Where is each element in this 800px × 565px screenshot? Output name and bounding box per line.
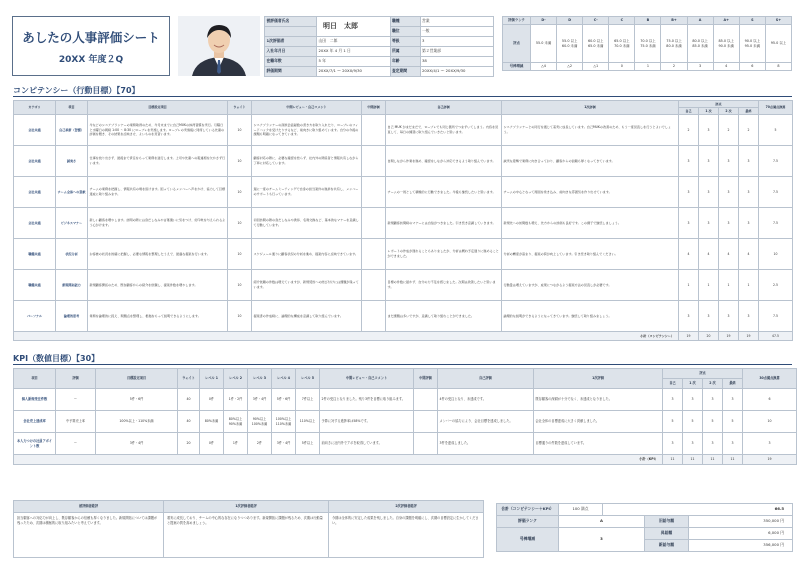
- row-category: 全社共通: [14, 176, 56, 207]
- rank-grade-cell: 1: [635, 63, 661, 71]
- kpi-header-weight: ウェイト: [178, 369, 200, 389]
- kpi-row-eval: 中予算売上率: [56, 411, 96, 433]
- salary-raise-value: 6,000 円: [689, 528, 793, 540]
- row-mid-review: 初回訪問の際の身だしなみや挨拶、名刺交換など、基本的なマナーを意識して行動しています。: [252, 207, 362, 238]
- row-category: 全社共通: [14, 145, 56, 176]
- rank-header-cell: B+: [661, 17, 687, 25]
- header-score-second: 2 次: [719, 107, 739, 114]
- kpi-row-mid: 予算に対する進捗率は58%です。: [320, 411, 414, 433]
- self-summary-header: 被評価者総評: [14, 501, 164, 513]
- row-item: 新規開拓能力: [56, 269, 88, 300]
- rank-header-cell: A+: [713, 17, 739, 25]
- salary-new-value: 356,000 円: [689, 540, 793, 552]
- competency-table: [13, 100, 793, 341]
- kpi-row-self-eval: 4件の受注となり、未達成です。: [438, 389, 534, 411]
- row-weight: 10: [228, 114, 252, 145]
- competency-section-rule: [13, 96, 792, 97]
- position-label: 職位: [390, 27, 420, 37]
- row-goal: 仕事を放り出さず、最後まで責任をもって業務を遂行します。上司や先輩への報連相を欠かさず行います。: [88, 145, 228, 176]
- kpi-row-score-self: 5: [663, 411, 683, 433]
- rank-grade-cell: △2: [557, 63, 583, 71]
- row-score-self: 3: [679, 207, 699, 238]
- row-score-self: 2: [679, 114, 699, 145]
- rank-grade-cell: 4: [713, 63, 739, 71]
- rank-score-cell: 55.0 以上 60.0 未満: [557, 25, 583, 63]
- kpi-row-level1: 0件: [200, 433, 224, 455]
- kpi-header-level5: レベル 5: [296, 369, 320, 389]
- table-row: [14, 269, 793, 300]
- row-self-eval: 新規顧客訪問時のマナーには自信がつきました。引き続き意識していきます。: [386, 207, 502, 238]
- first-summary-text: 着実に成長しており、チームの中心的な存在になりつつあります。新規開拓に課題が残るため、次期は行動量と提案の質を高めましょう。: [164, 513, 329, 558]
- row-score-first: 3: [699, 114, 719, 145]
- kpi-row-score-self: 3: [663, 433, 683, 455]
- kpi-table: [13, 368, 797, 465]
- row-score-final: 3: [739, 300, 759, 331]
- row-points: 10: [759, 238, 793, 269]
- kpi-row-level1: 80%未満: [200, 411, 224, 433]
- rank-header-cell: C: [609, 17, 635, 25]
- rank-score-cell: 70.0 以上 75.0 未満: [635, 25, 661, 63]
- kpi-header-score: 評点: [663, 369, 743, 379]
- row-goal: 今などのシニアプランナーの業務取得のため、今月末までに自己MUKの体得習慣を実行。月曜日と水曜日の朝時 1:00 ～ 8:30 にローブレを実施します。ロープレの実施後に同席している先輩の評価を聞き、その結果を反映させ、よいものを見習います。: [88, 114, 228, 145]
- hire-date-value: 20XX 年 4 月 1 日: [317, 47, 391, 57]
- kpi-row-level1: 0件: [200, 389, 224, 411]
- row-score-final: 2: [739, 114, 759, 145]
- header-points: 70点満点換算: [759, 101, 793, 115]
- department-value: 第２営業部: [420, 47, 494, 57]
- row-score-final: 1: [739, 269, 759, 300]
- kpi-row-item: 会社売上達成率: [14, 411, 56, 433]
- salary-old-value: 350,000 円: [689, 516, 793, 528]
- subtotal-first: 20: [699, 331, 719, 340]
- row-mid-review: 週に一度のチームミーティングで自身の担当案件の進捗を共有し、メンバーのサポートも行っています。: [252, 176, 362, 207]
- kpi-row-weight: 40: [178, 411, 200, 433]
- row-score-self: 3: [679, 145, 699, 176]
- rank-header-cell: S: [739, 17, 765, 25]
- eval-period-label: 評価期間: [265, 67, 317, 77]
- kpi-row-goal: 3件・4件: [96, 433, 178, 455]
- total-result-table: [496, 503, 793, 552]
- kpi-header-first-eval: 1次評価: [534, 369, 663, 389]
- employee-info-table: [264, 16, 494, 77]
- row-score-final: 4: [739, 238, 759, 269]
- kpi-row-points: 10: [743, 411, 797, 433]
- row-points: 5: [759, 114, 793, 145]
- kpi-row-level4: 3件・4件: [272, 433, 296, 455]
- row-mid-eval: [362, 238, 386, 269]
- kpi-row-item: 本人力つけの社員アポイント数: [14, 433, 56, 455]
- total-grade-label: 号棒増減: [497, 528, 559, 552]
- kpi-row-score-final: 3: [723, 389, 743, 411]
- header-score-final: 最終: [739, 107, 759, 114]
- kpi-row-level3: 3件・4件: [248, 389, 272, 411]
- subtotal-second: 19: [719, 331, 739, 340]
- row-score-first: 3: [699, 145, 719, 176]
- sheet-period: 20XX 年度２Q: [58, 54, 124, 65]
- row-self-eval: まだ課題は多いですが、意識して取り組むことができました。: [386, 300, 502, 331]
- header-self-eval: 自己評価: [386, 101, 502, 115]
- rank-header-cell: D-: [531, 17, 557, 25]
- row-weight: 10: [228, 207, 252, 238]
- kpi-row-score-self: 3: [663, 389, 683, 411]
- row-weight: 10: [228, 176, 252, 207]
- row-first-eval: 論理的な説明ができるようになってきています。継続して取り組みましょう。: [502, 300, 679, 331]
- kpi-row-level2: 80%以上 90%未満: [224, 411, 248, 433]
- row-mid-review: 顧客対応の際に、必要な確認を怠らず、社内外の関係者と情報共有しながら丁寧に対応しています。: [252, 145, 362, 176]
- rank-grade-cell: 6: [739, 63, 765, 71]
- kpi-row-score-final: 3: [723, 433, 743, 455]
- kpi-row-mid-eval: [414, 389, 438, 411]
- subtotal-self: 19: [679, 331, 699, 340]
- row-score-self: 4: [679, 238, 699, 269]
- rank-score-cell: 65.0 以上 70.0 未満: [609, 25, 635, 63]
- row-item: 自己革新（習慣）: [56, 114, 88, 145]
- kpi-row-self-eval: メンバーの協力により、会社目標を達成しました。: [438, 411, 534, 433]
- header-category: カテゴリ: [14, 101, 56, 115]
- header-mid-review: 中間レビュー・自己コメント: [252, 101, 362, 115]
- header-score: 評点: [679, 101, 759, 108]
- rank-header-cell: C-: [583, 17, 609, 25]
- row-category: パーソナル: [14, 300, 56, 331]
- row-goal: 業務を論理的に捉え、問題点を整理し、根拠をもって説明できるようにします。: [88, 300, 228, 331]
- row-mid-review: シニアプランナーの商談会話録数の書き方を取り入れたり、ロープレのフィードバックを受けたりするなど、前向きに取り組めています。自分の今後の課題も明確になってきています。: [252, 114, 362, 145]
- sheet-title: あしたの人事評価シート: [22, 29, 160, 45]
- kpi-subtotal-first: 11: [683, 455, 703, 465]
- row-score-first: 3: [699, 300, 719, 331]
- row-score-final: 3: [739, 207, 759, 238]
- kpi-row-first-eval: 目標通りの件数を達成しています。: [534, 433, 663, 455]
- row-score-self: 3: [679, 300, 699, 331]
- rank-score-cell: 95.0 以上: [765, 25, 791, 63]
- name-label-blank: [265, 27, 317, 37]
- row-score-second: 3: [719, 300, 739, 331]
- age-label: 年齢: [390, 57, 420, 67]
- table-row: [14, 176, 793, 207]
- row-mid-review: スケジュール通りに顧客状況の分析を進め、提案内容に反映できています。: [252, 238, 362, 269]
- row-score-self: 3: [679, 176, 699, 207]
- kpi-header-score-first: 1 次: [683, 379, 703, 389]
- name-label: 被評価者氏名: [265, 17, 317, 27]
- subtotal-final: 19: [739, 331, 759, 340]
- row-score-second: 4: [719, 238, 739, 269]
- kpi-row-self-eval: 3件を達成しました。: [438, 433, 534, 455]
- rank-grade-cell: 0: [609, 63, 635, 71]
- table-row: [14, 433, 797, 455]
- kpi-subtotal-self: 11: [663, 455, 683, 465]
- header-score-first: 1 次: [699, 107, 719, 114]
- row-weight: 10: [228, 269, 252, 300]
- assess-period-value: 20XX/4/1 ～ 20XX/9/30: [420, 67, 494, 77]
- row-mid-eval: [362, 269, 386, 300]
- row-mid-eval: [362, 114, 386, 145]
- kpi-row-mid-eval: [414, 411, 438, 433]
- kpi-header-goal: 目標設定項目: [96, 369, 178, 389]
- kpi-row-score-final: 5: [723, 411, 743, 433]
- kpi-row-score-first: 3: [683, 389, 703, 411]
- row-first-eval: 分析の精度が高まり、提案の質が向上しています。引き続き取り組んでください。: [502, 238, 679, 269]
- total-rank-label: 評価ランク: [497, 516, 559, 528]
- kpi-header-score-second: 2 次: [703, 379, 723, 389]
- rank-score-cell: 90.0 以上 95.0 未満: [739, 25, 765, 63]
- kpi-row-weight: 40: [178, 389, 200, 411]
- kpi-header-level2: レベル 2: [224, 369, 248, 389]
- row-score-first: 4: [699, 238, 719, 269]
- rank-header-label: 評価ランク: [503, 17, 531, 25]
- kpi-header-item: 項目: [14, 369, 56, 389]
- total-grade-value: 3: [559, 528, 645, 552]
- row-goal: 新しい顧客を増やします。訪問の際には身だしなみや言葉遣いに気をつけ、好印象を与えられるよう心がけます。: [88, 207, 228, 238]
- total-max-label: 100 満点: [559, 504, 603, 516]
- kpi-row-score-first: 3: [683, 433, 703, 455]
- second-summary-text: 今期は全体的に安定した成果を残しました。自身の課題を明確にし、次期の目標設定に生かしてください。: [329, 513, 484, 558]
- grade-label: 等級: [390, 37, 420, 47]
- first-summary-header: 1次評価者総評: [164, 501, 329, 513]
- table-row: [14, 238, 793, 269]
- row-self-eval: レポートの作成が遅れることもありましたが、分析は概ね予定通りに進めることができました。: [386, 238, 502, 269]
- rank-grade-cell: △4: [531, 63, 557, 71]
- rank-grade-cell: △1: [583, 63, 609, 71]
- kpi-row-goal: 5件・6件: [96, 389, 178, 411]
- tenure-value: 5 年: [317, 57, 391, 67]
- row-score-second: 1: [719, 269, 739, 300]
- table-row: [14, 145, 793, 176]
- row-first-eval: チームの中心となって周囲を巻き込み、前向きな雰囲気を作り出せています。: [502, 176, 679, 207]
- row-first-eval: 行動量は増えていますが、成果につながるよう提案方法の見直しが必要です。: [502, 269, 679, 300]
- row-category: 全社共通: [14, 207, 56, 238]
- header-goal: 目標設定項目: [88, 101, 228, 115]
- kpi-row-goal: 100%以上・110%未満: [96, 411, 178, 433]
- hire-date-label: 入社年月日: [265, 47, 317, 57]
- kpi-header-score-final: 最終: [723, 379, 743, 389]
- rank-grade-label: 号棒増減: [503, 63, 531, 71]
- row-mid-eval: [362, 300, 386, 331]
- job-type-value: 営業: [420, 17, 494, 27]
- rank-score-cell: 60.0 以上 65.0 未満: [583, 25, 609, 63]
- sheet-title-box: [12, 16, 170, 76]
- kpi-section-title: KPI（数値目標）【30】: [13, 354, 100, 363]
- table-row: [14, 300, 793, 331]
- kpi-subtotal-label: 小計（KPI）: [14, 455, 663, 465]
- kpi-row-score-second: 3: [703, 389, 723, 411]
- row-score-first: 3: [699, 207, 719, 238]
- row-score-second: 3: [719, 207, 739, 238]
- kpi-row-mid: 2件の受注となりました。残り3件を目標に取り組みます。: [320, 389, 414, 411]
- rank-grade-cell: 2: [661, 63, 687, 71]
- job-type-label: 職種: [390, 17, 420, 27]
- competency-section-title: コンピテンシー（行動目標）【70】: [13, 86, 140, 95]
- row-self-eval: 自己 MUK がまだまだで、ロープレでも同じ箇所でつまずいてしまう。内容を見直して、毎日の練習に取り組んでいきたいと思います。: [386, 114, 502, 145]
- kpi-header-level4: レベル 4: [272, 369, 296, 389]
- rank-score-cell: 85.0 以上 90.0 未満: [713, 25, 739, 63]
- row-category: 職種共通: [14, 269, 56, 300]
- table-row: [14, 411, 797, 433]
- tenure-label: 在籍年数: [265, 57, 317, 67]
- row-score-final: 3: [739, 145, 759, 176]
- evaluator-label: 1次評価者: [265, 37, 317, 47]
- rank-score-cell: 80.0 以上 85.0 未満: [687, 25, 713, 63]
- kpi-row-weight: 20: [178, 433, 200, 455]
- header-weight: ウェイト: [228, 101, 252, 115]
- row-score-first: 3: [699, 176, 719, 207]
- subtotal-points: 47.5: [759, 331, 793, 340]
- kpi-subtotal-final: 11: [723, 455, 743, 465]
- kpi-row-eval: ー: [56, 433, 96, 455]
- employee-name: 明日 太郎: [317, 17, 391, 37]
- salary-raise-label: 昇給額: [645, 528, 689, 540]
- kpi-row-eval: ー: [56, 389, 96, 411]
- row-weight: 10: [228, 145, 252, 176]
- salary-new-label: 新給与額: [645, 540, 689, 552]
- age-value: 38: [420, 57, 494, 67]
- kpi-row-item: 個人新規受注件数: [14, 389, 56, 411]
- kpi-header-points: 30点満点換算: [743, 369, 797, 389]
- rank-score-cell: 75.0 以上 80.0 未満: [661, 25, 687, 63]
- total-sum-value: 66.5: [603, 504, 793, 516]
- header-mid-eval: 中間評価: [362, 101, 386, 115]
- kpi-row-score-second: 5: [703, 411, 723, 433]
- row-item: 論理的思考: [56, 300, 88, 331]
- row-score-final: 3: [739, 176, 759, 207]
- kpi-row-level2: 1件・2件: [224, 389, 248, 411]
- kpi-row-first-eval: 既存顧客の深耕が十分でなく、未達成となりました。: [534, 389, 663, 411]
- kpi-section-rule: [13, 364, 792, 365]
- kpi-header-self-eval: 自己評価: [438, 369, 534, 389]
- kpi-row-level5: 7件以上: [296, 389, 320, 411]
- row-first-eval: 新規先への訪問数も増え、先方からの評価も良好です。この調子で継続しましょう。: [502, 207, 679, 238]
- row-score-self: 1: [679, 269, 699, 300]
- kpi-row-level3: 90%以上 100%未満: [248, 411, 272, 433]
- table-row: [14, 207, 793, 238]
- row-mid-review: 紹介依頼の件数は増えていますが、新規契約への結び付けには課題が残っています。: [252, 269, 362, 300]
- table-row: [14, 389, 797, 411]
- row-first-eval: シニアプランナーとの同行を通じて着実に成長しています。自己MUKの改善のため、もう一度見直しを行うとよいでしょう。: [502, 114, 679, 145]
- row-item: 誠実さ: [56, 145, 88, 176]
- kpi-row-level4: 100%以上 110%未満: [272, 411, 296, 433]
- row-mid-eval: [362, 207, 386, 238]
- row-category: 職種共通: [14, 238, 56, 269]
- competency-subtotal-label: 小計（コンピテンシー）: [14, 331, 679, 340]
- kpi-row-level3: 2件: [248, 433, 272, 455]
- row-item: ビジネスマナー: [56, 207, 88, 238]
- row-first-eval: 誠実な姿勢で業務に向き合っており、顧客からの信頼も厚くなってきています。: [502, 145, 679, 176]
- row-weight: 10: [228, 300, 252, 331]
- second-summary-header: 2次評価者総評: [329, 501, 484, 513]
- row-score-second: 2: [719, 114, 739, 145]
- rank-header-cell: A: [687, 17, 713, 25]
- kpi-row-mid: 前向きに社内外でアポを取得しています。: [320, 433, 414, 455]
- header-item: 項目: [56, 101, 88, 115]
- total-sum-label: 合計（コンピテンシー＋KPI）: [497, 504, 559, 516]
- row-points: 7.5: [759, 207, 793, 238]
- rank-header-cell: D: [557, 17, 583, 25]
- row-goal: お客様の状況を的確に把握し、必要な情報を整理したうえで、最適な提案を行います。: [88, 238, 228, 269]
- row-category: 全社共通: [14, 114, 56, 145]
- row-points: 7.5: [759, 300, 793, 331]
- rank-header-cell: B: [635, 17, 661, 25]
- total-rank-value: A: [559, 516, 645, 528]
- employee-photo: [178, 16, 260, 76]
- row-item: 状況分析: [56, 238, 88, 269]
- row-goal: 新規顧客開拓のため、既存顧客からの紹介を依頼し、提案件数を増やします。: [88, 269, 228, 300]
- overall-evaluation-table: [13, 500, 484, 558]
- row-mid-eval: [362, 145, 386, 176]
- kpi-row-level2: 1件: [224, 433, 248, 455]
- header-score-self: 自己: [679, 107, 699, 114]
- rank-score-cell: 55.0 未満: [531, 25, 557, 63]
- row-self-eval: 自問しながら作業を進め、確認をしながら対応できるよう取り組んでいます。: [386, 145, 502, 176]
- rank-score-label: 評点: [503, 25, 531, 63]
- row-self-eval: 目標の件数に届かず、自分の力不足を感じました。次期は改善したいと思います。: [386, 269, 502, 300]
- kpi-row-level5: 110%以上: [296, 411, 320, 433]
- salary-old-label: 旧給与額: [645, 516, 689, 528]
- eval-period-value: 20XX/7/1 ～ 20XX/9/30: [317, 67, 391, 77]
- row-mid-eval: [362, 176, 386, 207]
- row-points: 2.5: [759, 269, 793, 300]
- row-goal: チームの業務を把握し、情報共有の場を設けます。困っているメンバーへ声をかけ、協力して目標達成に取り組みます。: [88, 176, 228, 207]
- row-points: 7.5: [759, 145, 793, 176]
- row-score-second: 3: [719, 176, 739, 207]
- rank-table: [502, 16, 792, 71]
- kpi-header-level1: レベル 1: [200, 369, 224, 389]
- rank-grade-cell: 8: [765, 63, 791, 71]
- kpi-header-mid: 中間レビュー・自己コメント: [320, 369, 414, 389]
- row-mid-review: 提案書の作成時に、論理的な構成を意識して取り組んでいます。: [252, 300, 362, 331]
- kpi-header-level3: レベル 3: [248, 369, 272, 389]
- kpi-header-eval: 評価: [56, 369, 96, 389]
- kpi-subtotal-points: 19: [743, 455, 797, 465]
- row-score-second: 3: [719, 145, 739, 176]
- kpi-row-points: 3: [743, 433, 797, 455]
- position-value: 一般: [420, 27, 494, 37]
- grade-value: 3: [420, 37, 494, 47]
- evaluator-value: 山田 二郎: [317, 37, 391, 47]
- row-points: 7.5: [759, 176, 793, 207]
- kpi-row-first-eval: 会社全体の目標達成に大きく貢献しました。: [534, 411, 663, 433]
- table-row: [14, 114, 793, 145]
- row-weight: 10: [228, 238, 252, 269]
- kpi-row-points: 6: [743, 389, 797, 411]
- self-summary-text: 担当顧客への対応力が向上し、既存顧客からの信頼も厚くなりました。新規開拓については課題が残ったため、次期は積極的に取り組みたいと考えています。: [14, 513, 164, 558]
- kpi-row-mid-eval: [414, 433, 438, 455]
- kpi-row-level5: 5件以上: [296, 433, 320, 455]
- kpi-row-score-second: 3: [703, 433, 723, 455]
- kpi-row-level4: 5件・6件: [272, 389, 296, 411]
- rank-grade-cell: 3: [687, 63, 713, 71]
- kpi-header-mid-eval: 中間評価: [414, 369, 438, 389]
- kpi-header-score-self: 自己: [663, 379, 683, 389]
- header-first-eval: 1次評価: [502, 101, 679, 115]
- row-score-first: 1: [699, 269, 719, 300]
- row-self-eval: チームの一員として積極的に行動できました。今後も継続したいと思います。: [386, 176, 502, 207]
- department-label: 所属: [390, 47, 420, 57]
- rank-header-cell: S+: [765, 17, 791, 25]
- kpi-row-score-first: 5: [683, 411, 703, 433]
- kpi-subtotal-second: 11: [703, 455, 723, 465]
- assess-period-label: 査定期間: [390, 67, 420, 77]
- row-item: チーム全体への貢献: [56, 176, 88, 207]
